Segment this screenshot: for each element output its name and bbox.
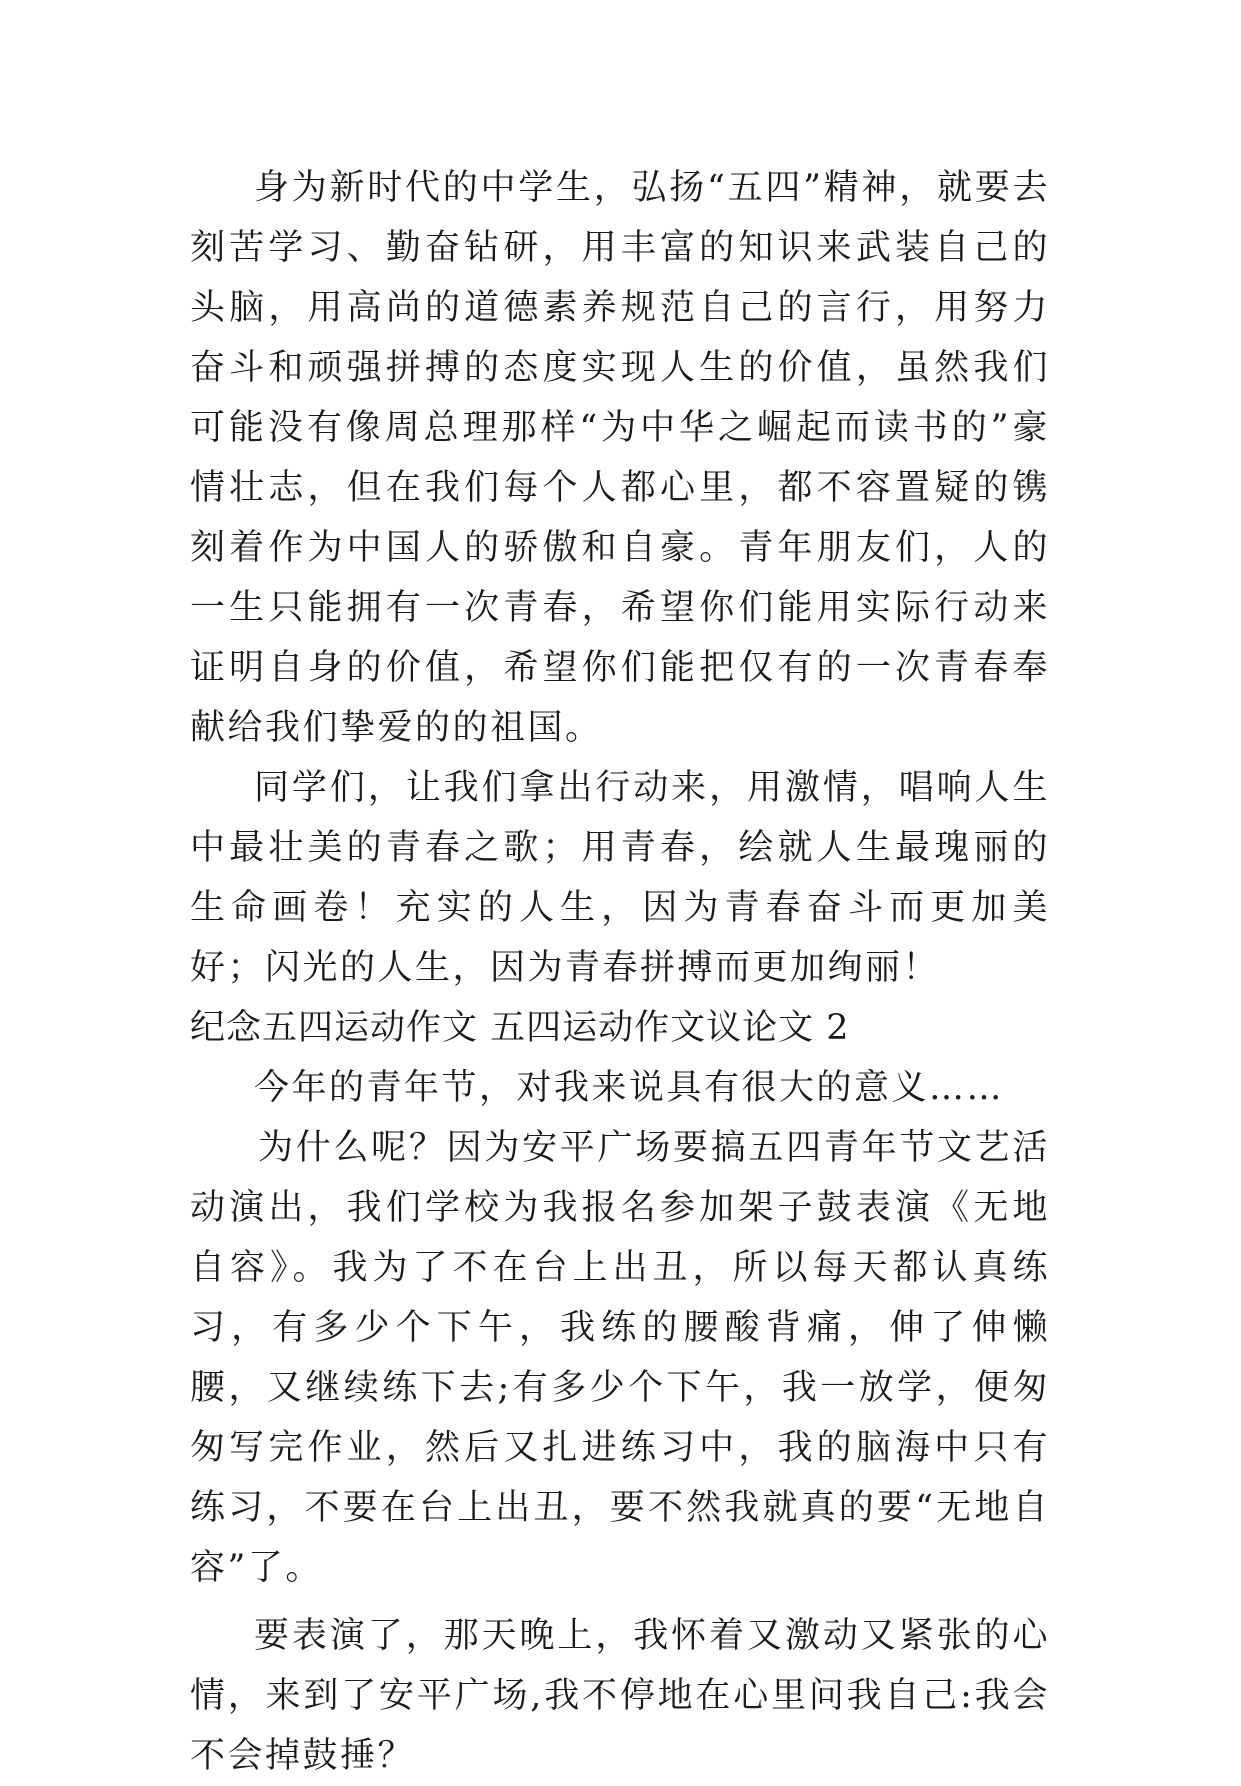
paragraph-call-to-action: 同学们，让我们拿出行动来，用激情，唱响人生中最壮美的青春之歌；用青春，绘就人生最瑰丽的生命画卷！充实的人生，因为青春奋斗而更加美好；闪光的人生，因为青春拼搏而更加绚丽！ <box>190 768 1050 988</box>
paragraph-why: 为什么呢？因为安平广场要搞五四青年节文艺活动演出，我们学校为我报名参加架子鼓表演《无地自容》。我为了不在台上出丑，所以每天都认真练习，有多少个下午，我练的腰酸背痛，伸了伸懒腰，又继续练下去;有多少个下午，我一放学，便匆匆写完作业，然后又扎进练习中，我的脑海中只有练习，不要在台上出丑，要不然我就真的要“无地自容”了。 <box>190 1128 1050 1588</box>
document-body <box>190 158 1050 1786</box>
section-title: 纪念五四运动作文 五四运动作文议论文 2 <box>190 1008 850 1048</box>
paragraph-performance: 要表演了，那天晚上，我怀着又激动又紧张的心情，来到了安平广场,我不停地在心里问我自己:我会不会掉鼓捶？ <box>190 1616 1050 1776</box>
paragraph-youth-day: 今年的青年节，对我来说具有很大的意义…… <box>254 1068 1005 1108</box>
paragraph-spirit: 身为新时代的中学生，弘扬“五四”精神，就要去刻苦学习、勤奋钻研，用丰富的知识来武装自己的头脑，用高尚的道德素养规范自己的言行，用努力奋斗和顽强拼搏的态度实现人生的价值，虽然我们可能没有像周总理那样“为中华之崛起而读书的”豪情壮志，但在我们每个人都心里，都不容置疑的镌刻着作为中国人的骄傲和自豪。青年朋友们，人的一生只能拥有一次青春，希望你们能用实际行动来证明自身的价值，希望你们能把仅有的一次青春奉献给我们挚爱的的祖国。 <box>190 168 1050 748</box>
